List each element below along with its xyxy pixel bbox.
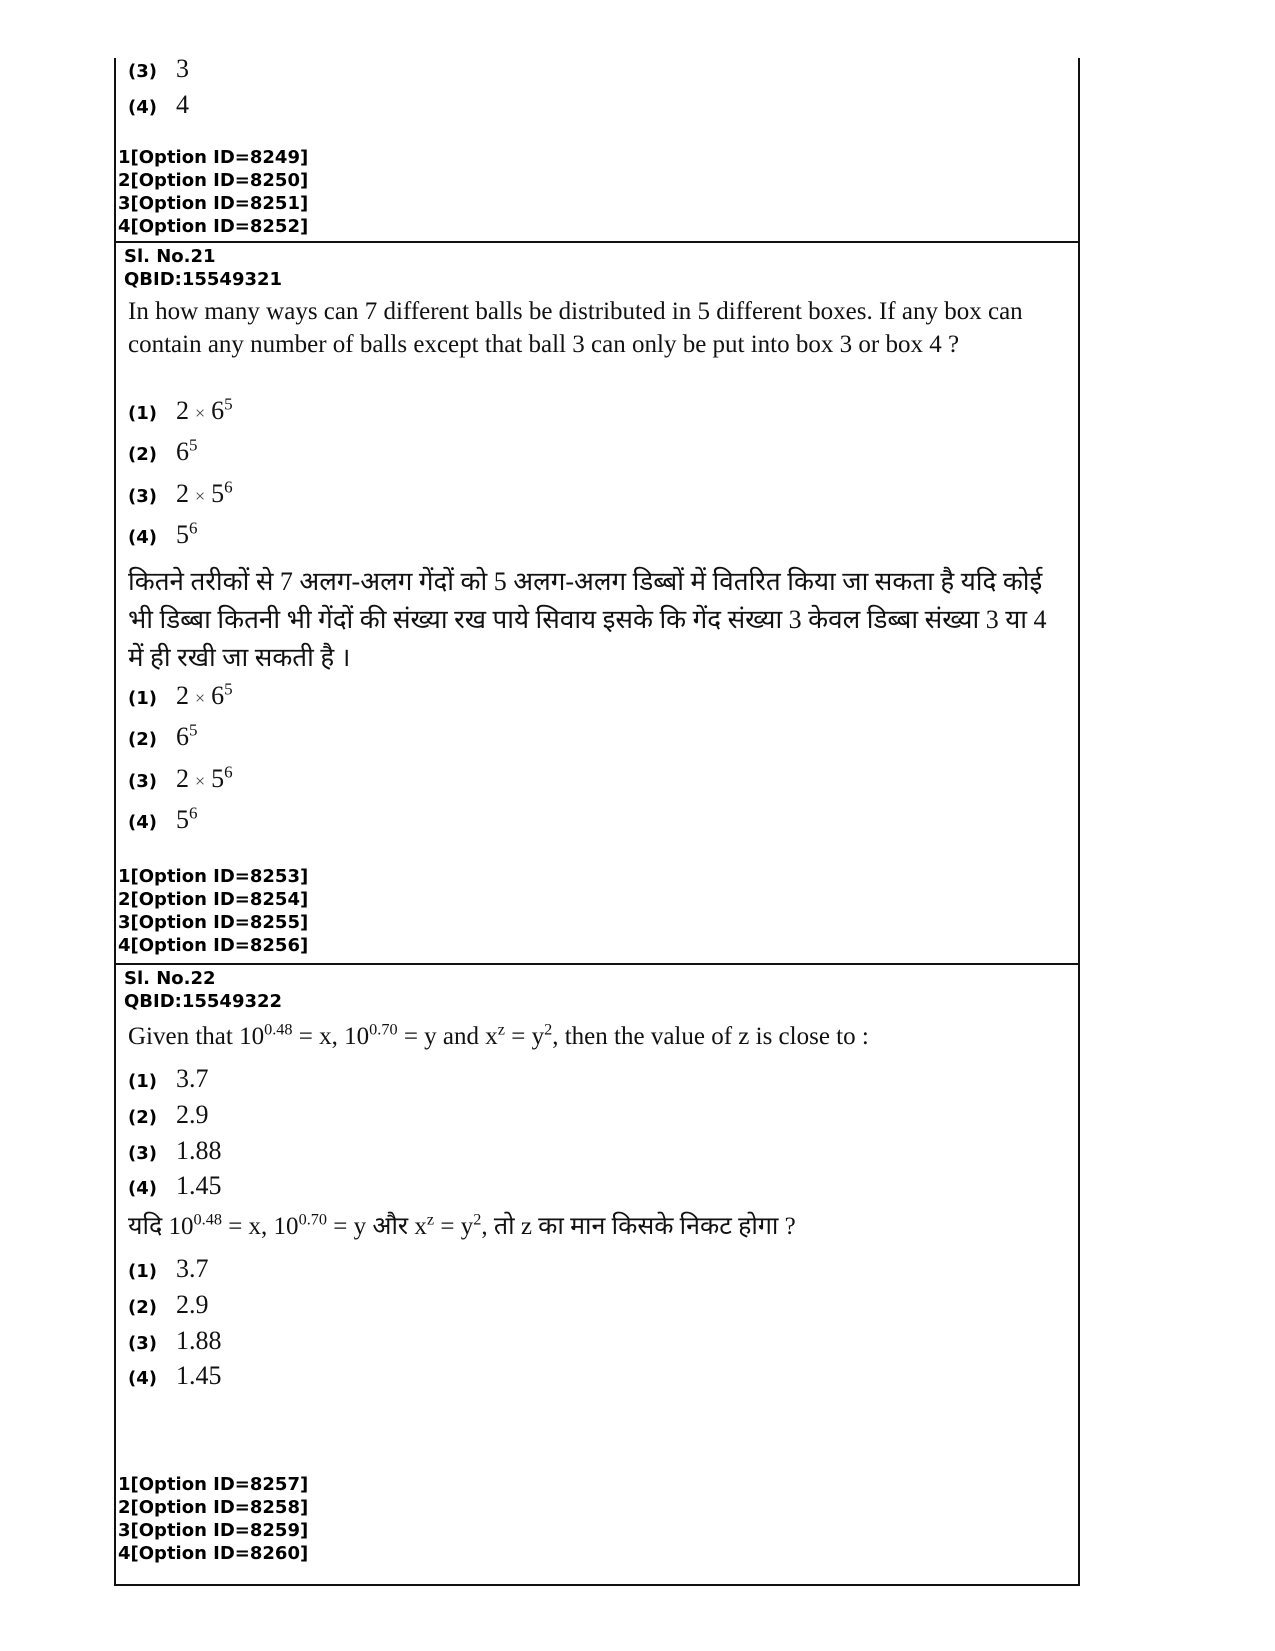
serial-number: Sl. No.22 — [124, 968, 216, 989]
option-number: (4) — [128, 527, 157, 548]
coefficient: 2 — [176, 764, 189, 793]
option — [128, 479, 233, 513]
text-part: Given that 10 — [128, 1023, 265, 1050]
option — [128, 396, 233, 430]
text-part: = y — [434, 1213, 474, 1240]
base: 5 — [211, 479, 225, 508]
exponent: z — [426, 1210, 435, 1229]
option-number: (3) — [128, 486, 157, 507]
option — [128, 1254, 209, 1288]
option — [128, 1171, 222, 1205]
prev-question-block — [116, 54, 1078, 245]
option-id: 2[Option ID=8250] — [118, 170, 309, 191]
question-text-english: In how many ways can 7 different balls be distributed in 5 different boxes. If any box can contain any number of balls except that ball 3 can only be put into box 3 or box 4 ? — [128, 298, 1023, 358]
option-number: (1) — [128, 1071, 157, 1092]
base: 6 — [211, 681, 225, 710]
option-id: 3[Option ID=8259] — [118, 1520, 309, 1541]
option-value — [176, 437, 198, 467]
option — [128, 681, 233, 715]
option-value: 3 — [176, 54, 189, 83]
text-part: = x, 10 — [292, 1023, 370, 1050]
option — [128, 805, 198, 839]
text-part: , then the value of z is close to : — [552, 1023, 869, 1050]
exponent: 2 — [473, 1210, 482, 1229]
option-id: 1[Option ID=8257] — [118, 1474, 309, 1495]
option — [128, 1326, 222, 1360]
question-21-block — [116, 243, 1078, 963]
text-part: = y and x — [397, 1023, 498, 1050]
option-number: (4) — [128, 812, 157, 833]
option — [128, 437, 198, 471]
option-value — [176, 479, 233, 509]
option-value: 1.45 — [176, 1361, 222, 1390]
exponent: 0.70 — [369, 1020, 398, 1039]
option-number: (2) — [128, 1107, 157, 1128]
option — [128, 764, 233, 798]
option-number: (3) — [128, 771, 157, 792]
option — [128, 520, 198, 554]
option-number: (1) — [128, 1261, 157, 1282]
option-number: (2) — [128, 1297, 157, 1318]
exponent: 0.48 — [193, 1210, 222, 1229]
option-value: 1.88 — [176, 1136, 222, 1165]
option — [128, 54, 189, 88]
option-number: (2) — [128, 729, 157, 750]
option — [128, 1290, 209, 1324]
option-value: 2.9 — [176, 1100, 209, 1129]
base: 5 — [176, 805, 189, 834]
option-number: (1) — [128, 688, 157, 709]
option-number: (3) — [128, 1333, 157, 1354]
coefficient: 2 — [176, 396, 189, 425]
option — [128, 90, 189, 124]
option-number: (1) — [128, 403, 157, 424]
option-value: 3.7 — [176, 1064, 209, 1093]
option-number: (4) — [128, 1178, 157, 1199]
base: 6 — [176, 437, 189, 466]
base: 5 — [176, 520, 189, 549]
exponent: 5 — [189, 435, 198, 455]
option-value — [176, 681, 233, 711]
option-number: (2) — [128, 444, 157, 465]
exponent: 6 — [224, 477, 233, 497]
option-id: 4[Option ID=8260] — [118, 1543, 309, 1564]
question-text-english — [128, 1020, 1063, 1053]
option-value: 4 — [176, 90, 189, 119]
option-id: 3[Option ID=8251] — [118, 193, 309, 214]
exponent: 0.48 — [264, 1020, 293, 1039]
option — [128, 1064, 209, 1098]
option-value: 2.9 — [176, 1290, 209, 1319]
option — [128, 1136, 222, 1170]
base: 5 — [211, 764, 225, 793]
serial-number: Sl. No.21 — [124, 246, 216, 267]
text-part: = y — [505, 1023, 545, 1050]
option-id: 2[Option ID=8254] — [118, 889, 309, 910]
option-id: 1[Option ID=8249] — [118, 147, 309, 168]
option-value — [176, 520, 198, 550]
option-id: 4[Option ID=8252] — [118, 216, 309, 237]
base: 6 — [176, 722, 189, 751]
exponent: 6 — [224, 762, 233, 782]
option-value: 1.45 — [176, 1171, 222, 1200]
exponent: 5 — [189, 720, 198, 740]
question-22-block — [116, 965, 1078, 1585]
coefficient: 2 — [176, 681, 189, 710]
option-id: 3[Option ID=8255] — [118, 912, 309, 933]
option-number: (3) — [128, 61, 157, 82]
times-symbol: × — [195, 403, 206, 423]
option — [128, 1361, 222, 1395]
option-value: 1.88 — [176, 1326, 222, 1355]
question-sheet — [114, 54, 1080, 1586]
text-part: , तो z का मान किसके निकट होगा ? — [481, 1213, 796, 1240]
option-id: 4[Option ID=8256] — [118, 935, 309, 956]
text-part: = x, 10 — [221, 1213, 299, 1240]
option — [128, 1100, 209, 1134]
question-text-hindi: कितने तरीकों से 7 अलग-अलग गेंदों को 5 अलग-अलग डिब्बों में वितरित किया जा सकता है यदि कोई भी डिब्बा कितनी भी गेंदों की संख्या रख पाये सिवाय इसके कि गेंद संख्या 3 केवल डिब्बा संख्या 3 या 4 में ही रखी जा सकती है । — [128, 567, 1047, 672]
option-value: 3.7 — [176, 1254, 209, 1283]
option-value — [176, 805, 198, 835]
option-value — [176, 396, 233, 426]
qbid: QBID:15549321 — [124, 269, 283, 290]
exponent: 0.70 — [298, 1210, 327, 1229]
exponent: 6 — [189, 803, 198, 823]
option-number: (4) — [128, 97, 157, 118]
times-symbol: × — [195, 486, 206, 506]
exponent: z — [497, 1020, 505, 1039]
exponent: 2 — [544, 1020, 553, 1039]
qbid: QBID:15549322 — [124, 991, 283, 1012]
option-id: 2[Option ID=8258] — [118, 1497, 309, 1518]
coefficient: 2 — [176, 479, 189, 508]
option-number: (3) — [128, 1143, 157, 1164]
option — [128, 722, 198, 756]
exponent: 5 — [224, 394, 233, 414]
option-value — [176, 722, 198, 752]
text-part: = y और x — [327, 1213, 427, 1240]
base: 6 — [211, 396, 225, 425]
times-symbol: × — [195, 688, 206, 708]
times-symbol: × — [195, 771, 206, 791]
option-id: 1[Option ID=8253] — [118, 866, 309, 887]
question-text-hindi — [128, 1210, 1063, 1243]
exponent: 6 — [189, 518, 198, 538]
text-part: यदि 10 — [128, 1213, 194, 1240]
exponent: 5 — [224, 679, 233, 699]
option-number: (4) — [128, 1368, 157, 1389]
option-value — [176, 764, 233, 794]
